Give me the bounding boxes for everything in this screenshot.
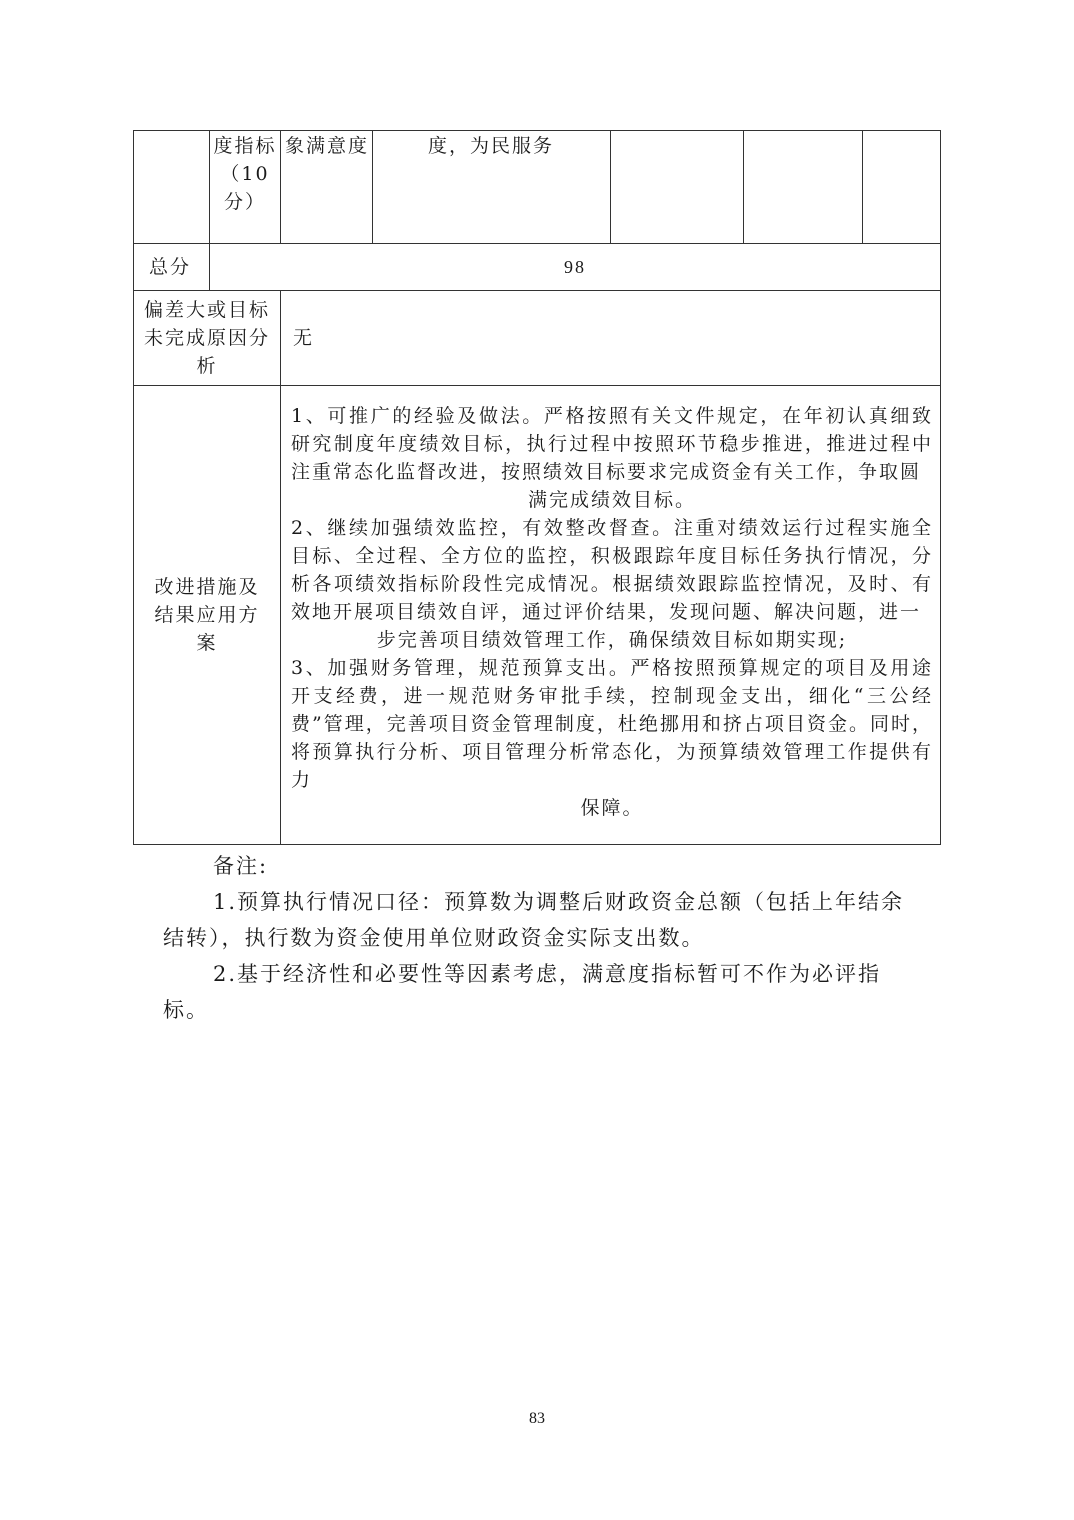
improvement-paragraph-2: 2、继续加强绩效监控，有效整改督查。注重对绩效运行过程实施全目标、全过程、全方位的监控，积极跟踪年度目标任务执行情况，分析各项绩效指标阶段性完成情况。根据绩效跟踪监控情况，及时、有效地开展项目绩效自评，通过评价结果，发现问题、解决问题，进一	[291, 517, 933, 623]
total-score-label: 总分	[149, 256, 192, 278]
indicator-name-cell: 象满意度	[284, 135, 369, 157]
table-divider	[280, 290, 281, 845]
note-item-2: 2.基于经济性和必要性等因素考虑，满意度指标暂可不作为必评指标。	[163, 962, 882, 1022]
notes-section	[163, 848, 923, 1028]
table-border-top	[133, 130, 941, 131]
improvement-paragraph-1: 1、可推广的经验及做法。严格按照有关文件规定，在年初认真细致研究制度年度绩效目标，执行过程中按照环节稳步推进，推进过程中注重常态化监督改进，按照绩效目标要求完成资金有关工作，争取圆	[291, 405, 933, 483]
improvement-plan-label: 改进措施及结果应用方案	[154, 576, 260, 654]
table-divider	[610, 130, 611, 243]
total-score-value: 98	[564, 257, 586, 277]
improvement-paragraph-1-end: 满完成绩效目标。	[527, 489, 696, 511]
table-border-right	[940, 130, 941, 845]
improvement-paragraph-3: 3、加强财务管理，规范预算支出。严格按照预算规定的项目及用途开支经费，进一规范财务审批手续，控制现金支出，细化“三公经费”管理，完善项目资金管理制度，杜绝挪用和挤占项目资金。同时，将预算执行分析、项目管理分析常态化，为预算绩效管理工作提供有力	[291, 657, 933, 791]
note-item-1: 1.预算执行情况口径：预算数为调整后财政资金总额（包括上年结余结转），执行数为资金使用单位财政资金实际支出数。	[163, 890, 905, 950]
notes-heading: 备注:	[213, 854, 269, 878]
improvement-plan-content	[291, 402, 933, 822]
table-divider	[743, 130, 744, 243]
improvement-paragraph-3-end: 保障。	[580, 797, 644, 819]
page-number: 83	[529, 1410, 545, 1427]
table-border-bottom	[133, 844, 941, 845]
performance-table	[133, 130, 941, 845]
table-divider	[280, 130, 281, 243]
table-border-left	[133, 130, 134, 845]
deviation-analysis-label: 偏差大或目标未完成原因分析	[143, 299, 270, 377]
table-divider	[862, 130, 863, 243]
deviation-analysis-value: 无	[293, 327, 315, 349]
indicator-category-cell: 度指标（10分）	[213, 135, 277, 213]
indicator-value-cell: 度，为民服务	[427, 135, 554, 157]
table-divider	[372, 130, 373, 243]
improvement-paragraph-2-end: 步完善项目绩效管理工作，确保绩效目标如期实现;	[376, 629, 848, 651]
